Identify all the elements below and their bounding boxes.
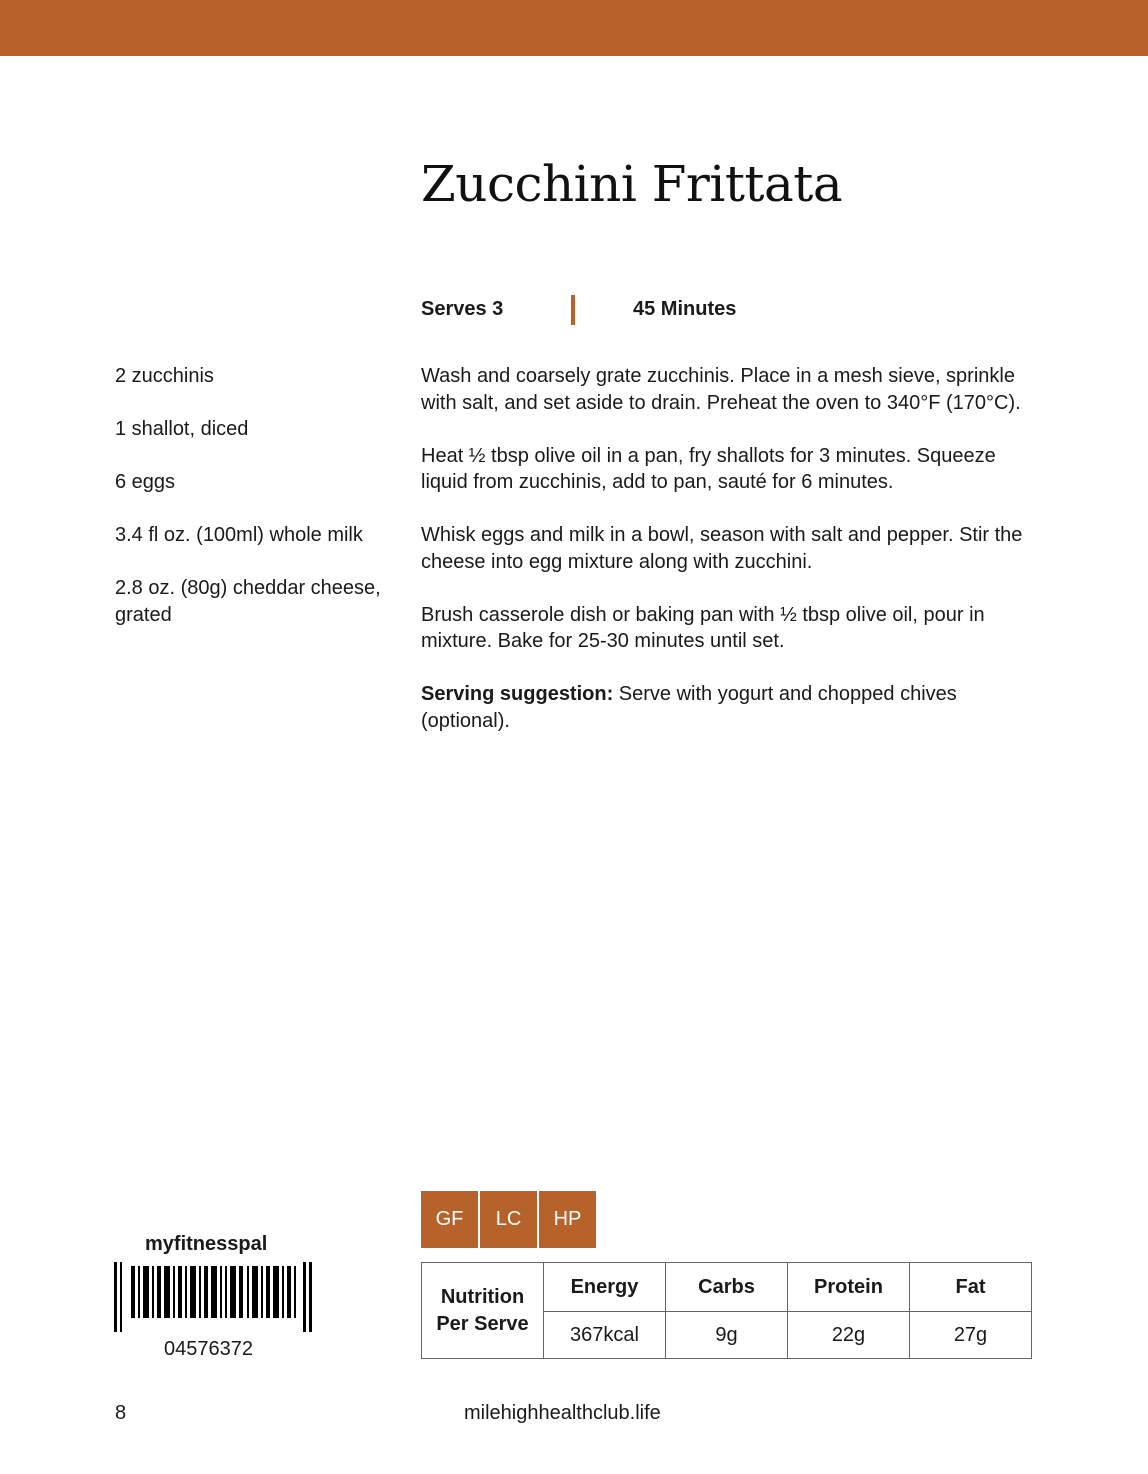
nutrition-row-header (422, 1263, 544, 1359)
ingredients-list (115, 363, 405, 655)
nutrition-col-protein: Protein (788, 1263, 910, 1312)
footer-website: milehighhealthclub.life (464, 1402, 661, 1424)
barcode-number: 04576372 (164, 1338, 253, 1360)
method-step: Brush casserole dish or baking pan with ½ tbsp olive oil, pour in mixture. Bake for 25-30 minutes until set. (421, 603, 985, 652)
page-number: 8 (115, 1402, 127, 1424)
nutrition-value-fat: 27g (910, 1312, 1032, 1359)
cook-time: 45 Minutes (633, 298, 737, 320)
ingredient-item: 2 zucchinis (115, 365, 214, 387)
ingredient-item: 1 shallot, diced (115, 418, 249, 440)
serves-count: Serves 3 (421, 298, 504, 320)
nutrition-value-carbs: 9g (666, 1312, 788, 1359)
nutrition-table (421, 1262, 1032, 1359)
recipe-title: Zucchini Frittata (421, 155, 843, 213)
diet-tag-hp: HP (539, 1191, 596, 1248)
ingredient-item: 3.4 fl oz. (100ml) whole milk (115, 524, 363, 546)
meta-divider (571, 295, 575, 325)
nutrition-col-carbs: Carbs (666, 1263, 788, 1312)
diet-tags (421, 1191, 598, 1248)
nutrition-header-row (422, 1263, 1032, 1312)
nutrition-col-energy: Energy (544, 1263, 666, 1312)
method-step: Wash and coarsely grate zucchinis. Place in a mesh sieve, sprinkle with salt, and set aside to drain. Preheat the oven to 340°F (170°C). (421, 365, 1021, 414)
header-accent-bar (0, 0, 1148, 56)
method-steps (421, 363, 1041, 761)
diet-tag-lc: LC (480, 1191, 537, 1248)
method-step: Heat ½ tbsp olive oil in a pan, fry shallots for 3 minutes. Squeeze liquid from zucchinis, add to pan, sauté for 6 minutes. (421, 444, 996, 493)
serving-suggestion-label: Serving suggestion: (421, 683, 614, 705)
nutrition-value-energy: 367kcal (544, 1312, 666, 1359)
ingredient-item: 6 eggs (115, 471, 176, 493)
serving-suggestion (421, 681, 1041, 734)
nutrition-value-protein: 22g (788, 1312, 910, 1359)
nutrition-row-header-line2: Per Serve (436, 1312, 529, 1335)
serving-suggestion-text: Serve with yogurt and chopped chives (optional). (421, 683, 957, 732)
nutrition-col-fat: Fat (910, 1263, 1032, 1312)
diet-tag-gf: GF (421, 1191, 478, 1248)
ingredient-item: 2.8 oz. (80g) cheddar cheese, grated (115, 577, 381, 626)
myfitnesspal-label: myfitnesspal (145, 1233, 268, 1255)
method-step: Whisk eggs and milk in a bowl, season with salt and pepper. Stir the cheese into egg mixture along with zucchini. (421, 524, 1023, 573)
nutrition-row-header-line1: Nutrition (440, 1285, 525, 1308)
barcode-icon (114, 1262, 312, 1332)
